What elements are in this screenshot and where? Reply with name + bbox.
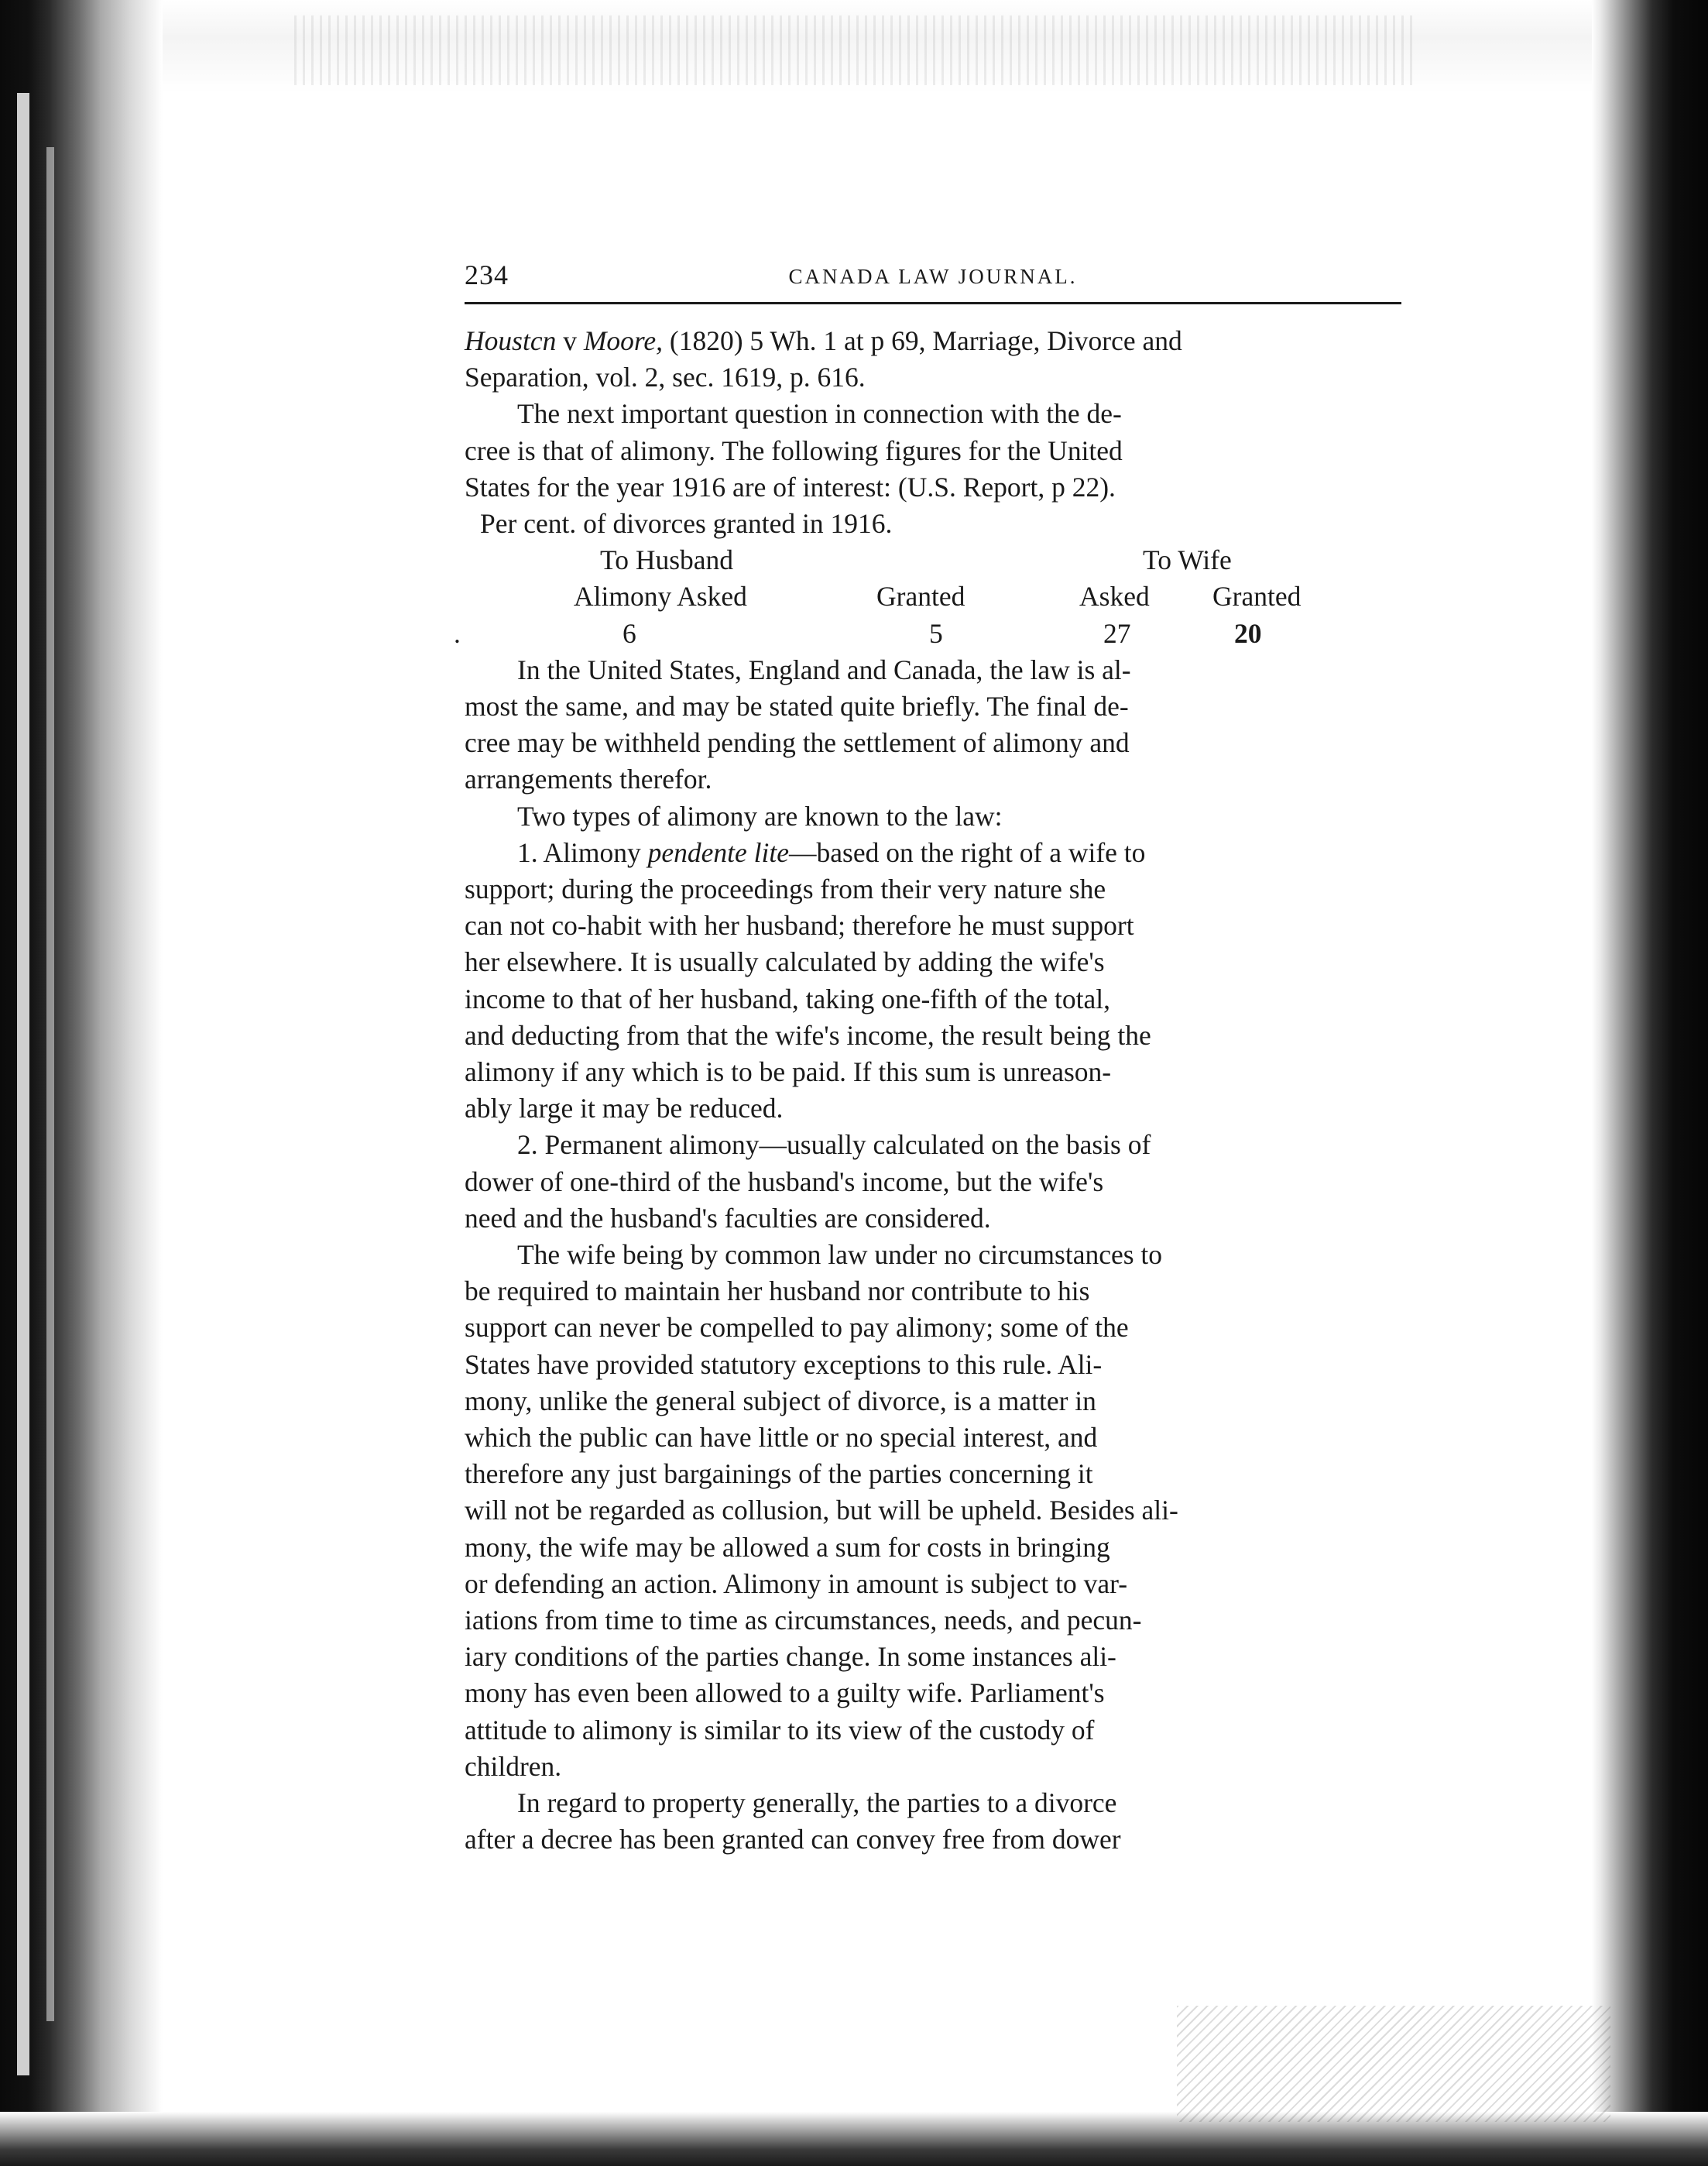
stats-col-granted-husband: Granted	[876, 581, 965, 613]
wife-line-10: or defending an action. Alimony in amount is subject to var-	[465, 1567, 1128, 1599]
scan-right-edge	[1592, 0, 1708, 2166]
law-same-line-1: In the United States, England and Canada, the law is al-	[517, 654, 1131, 685]
wife-line-5: mony, unlike the general subject of divorce, is a matter in	[465, 1385, 1096, 1416]
stats-group-wife: To Wife	[1143, 544, 1232, 576]
type1-italic: pendente lite	[647, 836, 790, 868]
types-intro: Two types of alimony are known to the law:	[517, 800, 1003, 832]
wife-line-14: attitude to alimony is similar to its view of the custody of	[465, 1714, 1095, 1746]
type1-line-5: income to that of her husband, taking one-fifth of the total,	[465, 983, 1111, 1014]
type1-line-1	[465, 835, 1401, 871]
stats-column-row	[465, 578, 1401, 615]
page-number: 234	[465, 259, 509, 290]
type2-line-1: 2. Permanent alimony—usually calculated on the basis of	[517, 1129, 1151, 1161]
stats-val-alimony-asked: 6	[622, 617, 636, 649]
type2-line-3: need and the husband's faculties are considered.	[465, 1202, 991, 1234]
case-name-2: Moore,	[583, 325, 664, 356]
stats-group-row	[465, 542, 1401, 578]
scan-left-stripe	[17, 93, 29, 2075]
type1-line-1-rest: —based on the right of a wife to	[789, 836, 1146, 868]
type1-line-3: can not co-habit with her husband; therefore he must support	[465, 910, 1134, 942]
wife-line-7: therefore any just bargainings of the parties concerning it	[465, 1458, 1093, 1490]
citation-rest: (1820) 5 Wh. 1 at p 69, Marriage, Divorce and	[663, 325, 1182, 356]
law-same-line-2: most the same, and may be stated quite briefly. The final de-	[465, 690, 1129, 722]
citation-line-1	[465, 323, 1401, 359]
alimony-intro-line-3: States for the year 1916 are of interest: (U.S. Report, p 22).	[465, 471, 1116, 503]
body-text	[454, 323, 1401, 1858]
stats-val-granted-husband: 5	[929, 617, 943, 649]
type1-line-2: support; during the proceedings from their very nature she	[465, 874, 1106, 905]
case-v: v	[556, 325, 584, 356]
type1-line-7: alimony if any which is to be paid. If this sum is unreason-	[465, 1056, 1112, 1088]
law-same-line-4: arrangements therefor.	[465, 764, 712, 795]
stats-heading: Per cent. of divorces granted in 1916.	[480, 508, 893, 540]
wife-line-12: iary conditions of the parties change. In some instances ali-	[465, 1641, 1116, 1673]
scan-top-noise	[294, 15, 1417, 85]
wife-line-9: mony, the wife may be allowed a sum for costs in bringing	[465, 1531, 1110, 1563]
case-name-1: Houstcn	[465, 325, 557, 356]
stats-val-asked-wife: 27	[1103, 617, 1131, 649]
scan-left-stripe-2	[46, 147, 54, 2021]
type1-line-6: and deducting from that the wife's income, the result being the	[465, 1019, 1151, 1051]
property-line-2: after a decree has been granted can convey free from dower	[465, 1824, 1121, 1855]
wife-line-13: mony has even been allowed to a guilty wife. Parliament's	[465, 1677, 1105, 1709]
wife-line-1: The wife being by common law under no circumstances to	[517, 1239, 1163, 1271]
alimony-intro-line-2: cree is that of alimony. The following figures for the United	[465, 434, 1123, 466]
stats-bullet: .	[454, 617, 461, 649]
type1-line-4: her elsewhere. It is usually calculated by adding the wife's	[465, 946, 1105, 978]
alimony-intro-line-1: The next important question in connection with the de-	[517, 398, 1122, 430]
stats-group-husband: To Husband	[600, 544, 734, 576]
wife-line-3: support can never be compelled to pay alimony; some of the	[465, 1312, 1129, 1344]
wife-line-8: will not be regarded as collusion, but will be upheld. Besides ali-	[465, 1495, 1178, 1526]
wife-line-11: iations from time to time as circumstances, needs, and pecun-	[465, 1605, 1142, 1636]
wife-line-2: be required to maintain her husband nor contribute to his	[465, 1275, 1090, 1307]
citation-line-2: Separation, vol. 2, sec. 1619, p. 616.	[465, 362, 866, 393]
wife-line-6: which the public can have little or no special interest, and	[465, 1422, 1098, 1454]
scan-bottom-right-noise	[1177, 2006, 1610, 2122]
wife-line-4: States have provided statutory exceptions to this rule. Ali-	[465, 1348, 1103, 1380]
type2-line-2: dower of one-third of the husband's income, but the wife's	[465, 1165, 1104, 1197]
wife-line-15: children.	[465, 1750, 562, 1782]
document-page	[454, 256, 1401, 1858]
stats-col-asked-wife: Asked	[1079, 581, 1150, 613]
law-same-line-3: cree may be withheld pending the settlement of alimony and	[465, 727, 1130, 759]
stats-val-granted-wife: 20	[1234, 617, 1262, 649]
stats-value-row	[454, 616, 1401, 652]
running-head	[465, 256, 1401, 302]
journal-title: CANADA LAW JOURNAL.	[788, 265, 1078, 288]
header-rule	[465, 302, 1401, 304]
stats-col-alimony-asked: Alimony Asked	[574, 581, 747, 613]
type1-line-8: ably large it may be reduced.	[465, 1093, 784, 1124]
type1-prefix: 1. Alimony	[517, 836, 648, 868]
stats-col-granted-wife: Granted	[1212, 581, 1302, 613]
property-line-1: In regard to property generally, the parties to a divorce	[517, 1787, 1117, 1819]
